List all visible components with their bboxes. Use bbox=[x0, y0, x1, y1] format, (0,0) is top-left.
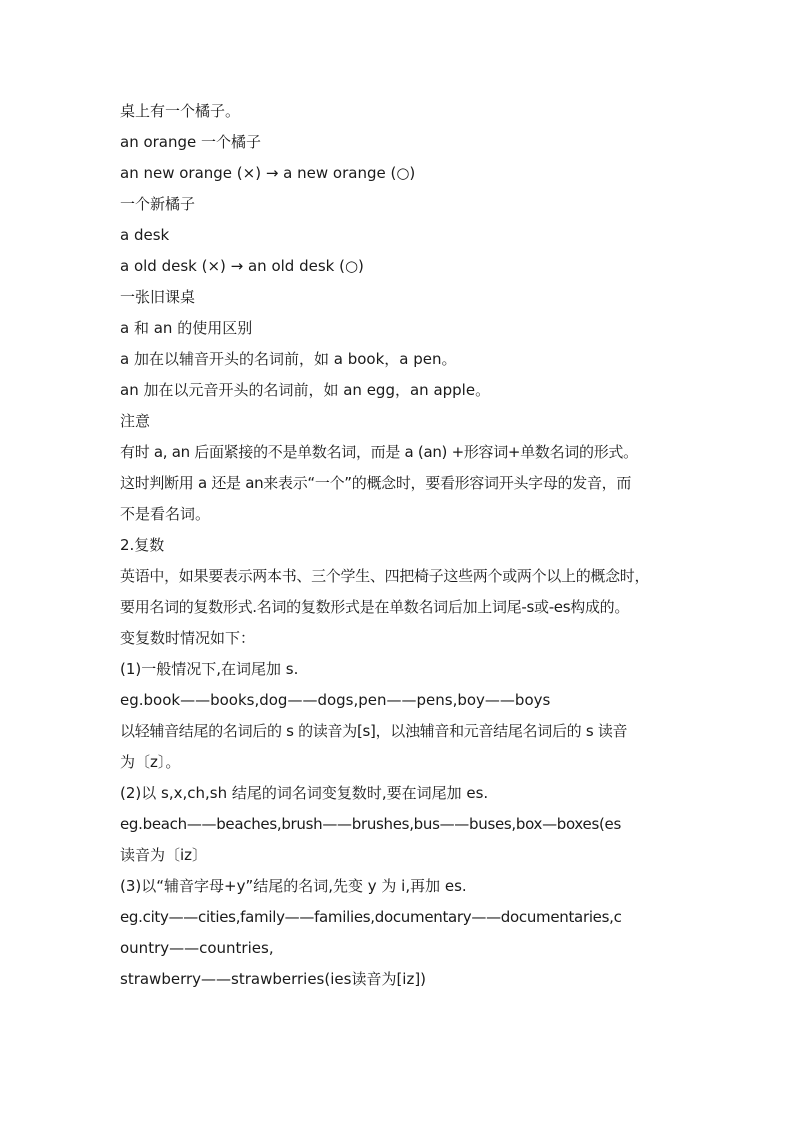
text-line: 读音为〔iz〕 bbox=[120, 846, 208, 864]
text-line: eg.beach——beaches,brush——brushes,bus——buses,box—boxes(es bbox=[120, 815, 621, 833]
text-line: eg.city——cities,family——families,documentary——documentaries,c bbox=[120, 908, 622, 926]
text-line: 不是看名词。 bbox=[120, 505, 211, 523]
text-line: ountry——countries, bbox=[120, 939, 274, 957]
text-line: an orange 一个橘子 bbox=[120, 133, 262, 151]
text-line: 有时 a, an 后面紧接的不是单数名词，而是 a (an) +形容词+单数名词的形式。 bbox=[120, 443, 638, 461]
text-line: eg.book——books,dog——dogs,pen——pens,boy——boys bbox=[120, 691, 551, 709]
text-line: a 加在以辅音开头的名词前，如 a book，a pen。 bbox=[120, 350, 457, 368]
text-line: 一个新橘子 bbox=[120, 195, 196, 213]
text-line: 变复数时情况如下： bbox=[120, 629, 256, 647]
text-line: 为〔z〕。 bbox=[120, 753, 181, 771]
section-heading: 2.复数 bbox=[120, 536, 165, 554]
text-line: an 加在以元音开头的名词前，如 an egg，an apple。 bbox=[120, 381, 491, 399]
text-line: (1)一般情况下,在词尾加 s. bbox=[120, 660, 299, 678]
text-line: 注意 bbox=[120, 412, 151, 430]
text-line: strawberry——strawberries(ies读音为[iz]) bbox=[120, 970, 427, 988]
text-line: 一张旧课桌 bbox=[120, 288, 196, 306]
text-line: 英语中，如果要表示两本书、三个学生、四把椅子这些两个或两个以上的概念时， bbox=[120, 567, 650, 585]
text-line: an new orange (×) → a new orange (○) bbox=[120, 164, 416, 182]
text-line: a desk bbox=[120, 226, 170, 244]
text-line: 以轻辅音结尾的名词后的 s 的读音为[s]，以浊辅音和元音结尾名词后的 s 读音 bbox=[120, 722, 628, 740]
document-body bbox=[120, 96, 680, 995]
text-line: 要用名词的复数形式.名词的复数形式是在单数名词后加上词尾-s或-es构成的。 bbox=[120, 598, 630, 616]
text-line: (3)以“辅音字母+y”结尾的名词,先变 y 为 i,再加 es. bbox=[120, 877, 467, 895]
text-line: 桌上有一个橘子。 bbox=[120, 102, 241, 120]
text-line: 这时判断用 a 还是 an来表示“一个”的概念时，要看形容词开头字母的发音，而 bbox=[120, 474, 632, 492]
text-line: a old desk (×) → an old desk (○) bbox=[120, 257, 364, 275]
text-line: (2)以 s,x,ch,sh 结尾的词名词变复数时,要在词尾加 es. bbox=[120, 784, 489, 802]
text-line: a 和 an 的使用区别 bbox=[120, 319, 253, 337]
